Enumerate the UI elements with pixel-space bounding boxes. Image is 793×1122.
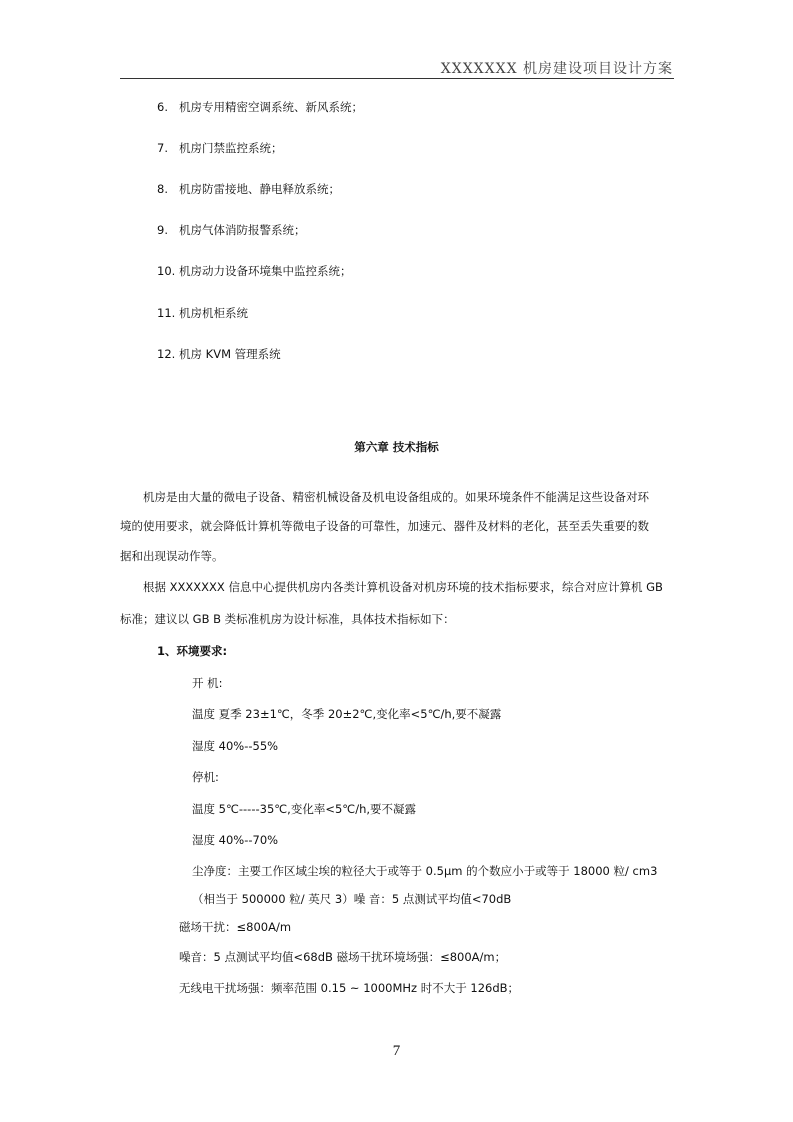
section-title: 1、环境要求:	[157, 644, 228, 658]
paragraph-line: 标准；建议以 GB B 类标准机房为设计标准，具体技术指标如下：	[120, 612, 455, 626]
extra-line: 磁场干扰：≤800A/m	[179, 920, 292, 934]
list-item: 10. 机房动力设备环境集中监控系统；	[157, 264, 352, 278]
list-item: 7. 机房门禁监控系统；	[157, 141, 283, 155]
env-line: 开 机:	[192, 676, 223, 690]
header-rule	[120, 78, 674, 79]
env-line: 尘净度：主要工作区域尘埃的粒径大于或等于 0.5μm 的个数应小于或等于 18000 粒/ cm3	[192, 864, 658, 878]
extra-line: 噪音：5 点测试平均值<68dB 磁场干扰环境场强：≤800A/m；	[179, 950, 507, 964]
extra-line: 无线电干扰场强：频率范围 0.15 ~ 1000MHz 时不大于 126dB；	[179, 981, 520, 995]
page-header-title: XXXXXXX 机房建设项目设计方案	[440, 61, 673, 77]
paragraph-line: 机房是由大量的微电子设备、精密机械设备及机电设备组成的。如果环境条件不能满足这些设备对环	[143, 490, 649, 504]
paragraph-line: 据和出现误动作等。	[120, 549, 224, 563]
env-line: 温度 5℃-----35℃,变化率<5℃/h,要不凝露	[192, 802, 417, 816]
paragraph-line: 根据 XXXXXXX 信息中心提供机房内各类计算机设备对机房环境的技术指标要求，综合对应计算机 GB	[143, 580, 663, 594]
list-item: 8. 机房防雷接地、静电释放系统；	[157, 182, 340, 196]
list-item: 12. 机房 KVM 管理系统	[157, 347, 281, 361]
page-number: 7	[392, 1043, 401, 1059]
env-line: （相当于 500000 粒/ 英尺 3）噪 音：5 点测试平均值<70dB	[192, 892, 512, 906]
paragraph-line: 境的使用要求，就会降低计算机等微电子设备的可靠性，加速元、器件及材料的老化，甚至丢失重要的数	[120, 519, 649, 533]
env-line: 湿度 40%--55%	[192, 739, 279, 753]
chapter-title: 第六章 技术指标	[354, 440, 439, 454]
list-item: 6. 机房专用精密空调系统、新风系统；	[157, 100, 363, 114]
list-item: 9. 机房气体消防报警系统；	[157, 223, 306, 237]
env-line: 温度 夏季 23±1℃，冬季 20±2℃,变化率<5℃/h,要不凝露	[192, 707, 502, 721]
env-line: 停机:	[192, 770, 219, 784]
env-line: 湿度 40%--70%	[192, 833, 279, 847]
list-item: 11. 机房机柜系统	[157, 306, 248, 320]
